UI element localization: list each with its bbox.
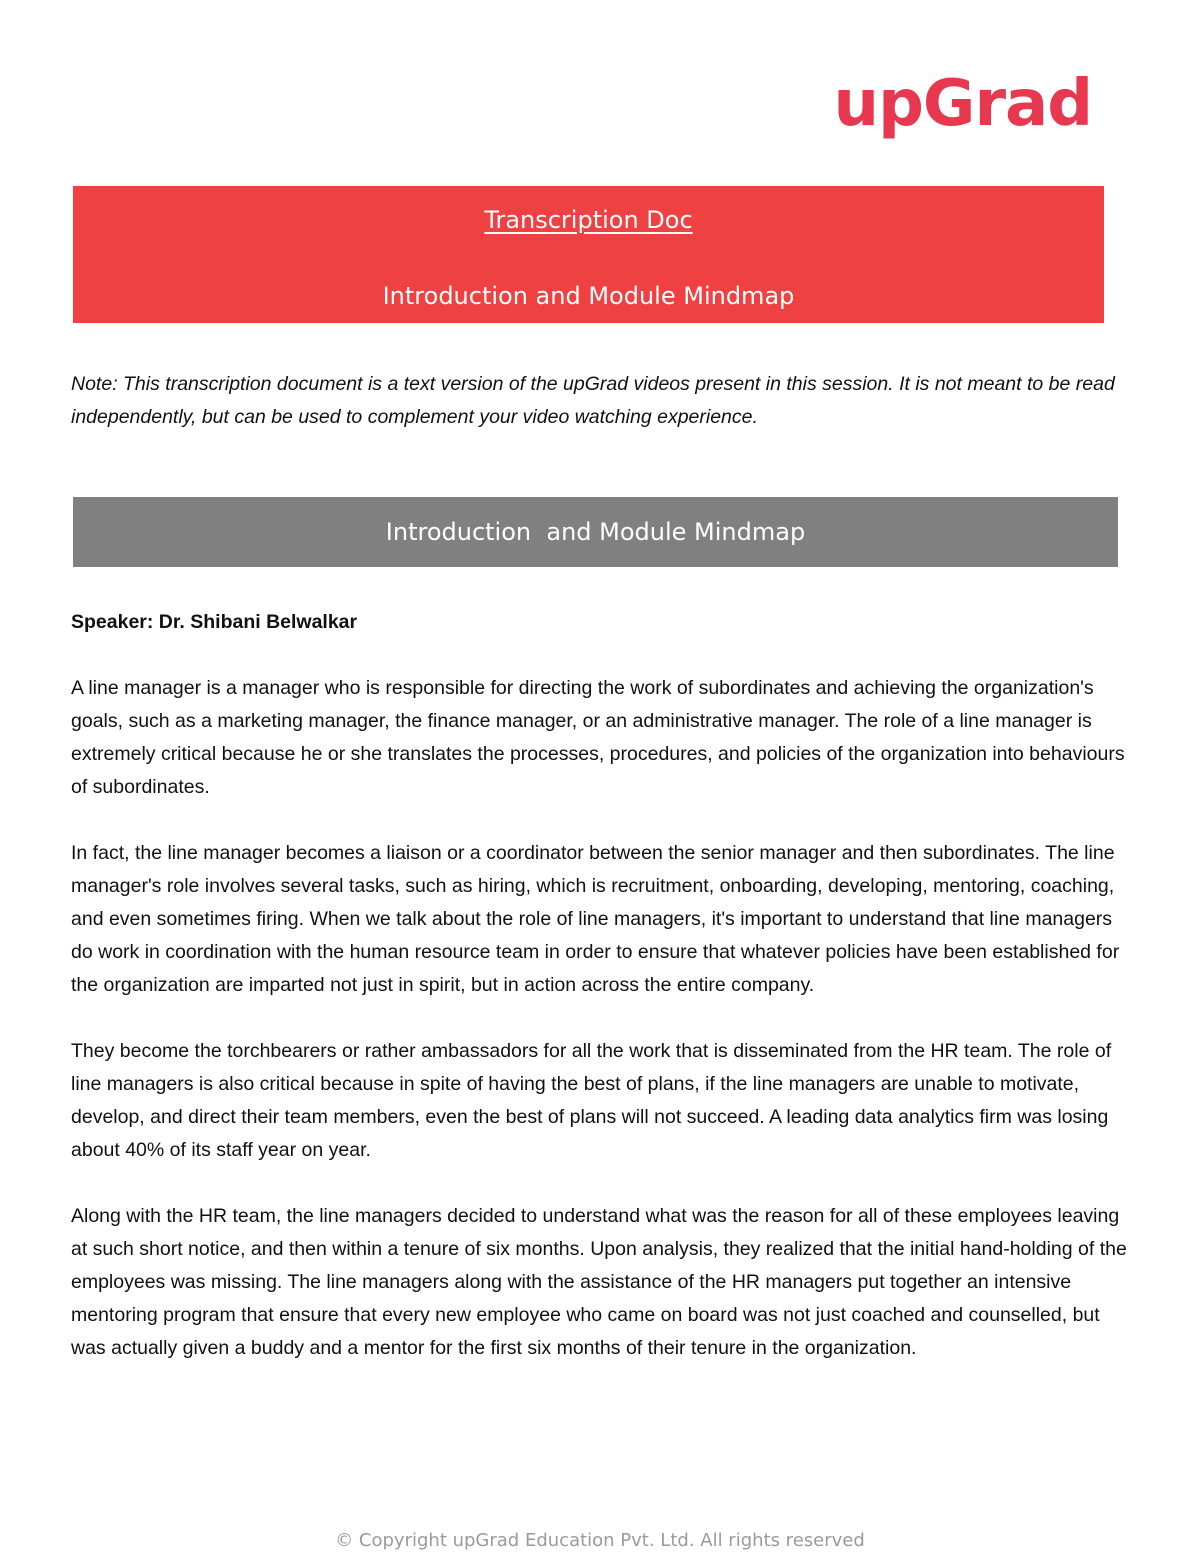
document-type-title: Transcription Doc [484, 206, 693, 234]
transcript-paragraph: They become the torchbearers or rather ambassadors for all the work that is disseminated from the HR team. The role of line managers is also critical because in spite of having the best of plans, if the line managers are unable to motivate, develop, and direct their team members, even the best of plans will not succeed. A leading data analytics firm was losing about 40% of its staff year on year. [71, 1040, 1112, 1161]
transcription-note: Note: This transcription document is a text version of the upGrad videos present in this session. It is not meant to be read independently, but can be used to complement your video watching experience. [71, 373, 1115, 428]
speaker-line: Speaker: Dr. Shibani Belwalkar [71, 611, 358, 633]
transcript-paragraph: A line manager is a manager who is responsible for directing the work of subordinates and achieving the organization's goals, such as a marketing manager, the finance manager, or an administrative manager. The role of a line manager is extremely critical because he or she translates the processes, procedures, and policies of the organization into behaviours of subordinates. [71, 677, 1125, 798]
transcript-paragraph: In fact, the line manager becomes a liaison or a coordinator between the senior manager and then subordinates. The line manager's role involves several tasks, such as hiring, which is recruitment, onboarding, developing, mentoring, coaching, and even sometimes firing. When we talk about the role of line managers, it's important to understand that line managers do work in coordination with the human resource team in order to ensure that whatever policies have been established for the organization are imparted not just in spirit, but in action across the entire company. [71, 842, 1120, 996]
transcript-paragraph: Along with the HR team, the line managers decided to understand what was the reason for all of these employees leaving at such short notice, and then within a tenure of six months. Upon analysis, they realized that the initial hand-holding of the employees was missing. The line managers along with the assistance of the HR managers put together an intensive mentoring program that ensure that every new employee who came on board was not just coached and counselled, but was actually given a buddy and a mentor for the first six months of their tenure in the organization. [71, 1205, 1127, 1359]
document-header-banner [73, 186, 1104, 323]
transcript-body [71, 606, 1131, 1398]
section-heading-banner: Introduction and Module Mindmap [73, 497, 1118, 567]
document-title: Introduction and Module Mindmap [382, 282, 795, 310]
copyright-footer: © Copyright upGrad Education Pvt. Ltd. All rights reserved [335, 1530, 865, 1551]
upgrad-logo: upGrad [833, 67, 1092, 141]
